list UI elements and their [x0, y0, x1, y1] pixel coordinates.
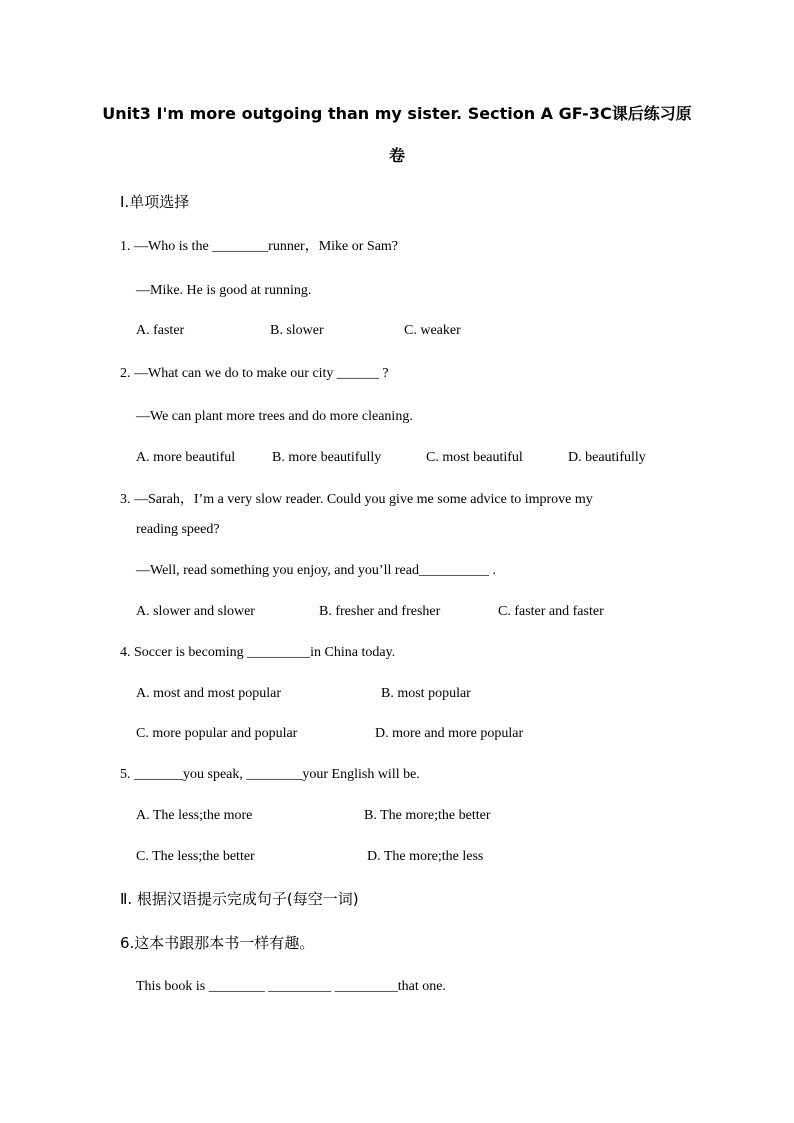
section-1-heading: Ⅰ.单项选择: [120, 193, 190, 211]
question-1-stem: 1. —Who is the ________runner，Mike or Sam?: [120, 239, 399, 254]
question-2-stem: 2. —What can we do to make our city ______ ?: [120, 366, 389, 381]
question-5-option-c: C. The less;the better: [136, 849, 255, 864]
question-3-stem-continued: reading speed?: [136, 522, 220, 537]
question-5-stem: 5. _______you speak, ________your English will be.: [120, 767, 420, 782]
question-5-option-a: A. The less;the more: [136, 808, 253, 823]
question-1-dialogue: —Mike. He is good at running.: [136, 283, 312, 298]
document-title: Unit3 I'm more outgoing than my sister. Section A GF-3C课后练习原: [102, 104, 692, 123]
question-3-dialogue: —Well, read something you enjoy, and you’ll read__________ .: [136, 563, 496, 578]
question-6-prompt: 6.这本书跟那本书一样有趣。: [120, 934, 315, 952]
question-4-stem: 4. Soccer is becoming _________in China today.: [120, 645, 396, 660]
question-3-option-a: A. slower and slower: [136, 604, 255, 619]
question-3-option-b: B. fresher and fresher: [319, 604, 441, 619]
question-4-option-a: A. most and most popular: [136, 686, 282, 701]
section-2-heading: Ⅱ. 根据汉语提示完成句子(每空一词): [120, 890, 359, 908]
question-2-option-b: B. more beautifully: [272, 450, 382, 465]
question-6-sentence: This book is ________ _________ _________that one.: [136, 979, 446, 994]
question-5-option-b: B. The more;the better: [364, 808, 491, 823]
document-title-continued: 卷: [388, 146, 405, 165]
question-3-stem: 3. —Sarah，I’m a very slow reader. Could you give me some advice to improve my: [120, 492, 593, 507]
question-4-option-b: B. most popular: [381, 686, 471, 701]
question-1-option-c: C. weaker: [404, 323, 461, 338]
question-3-option-c: C. faster and faster: [498, 604, 604, 619]
question-4-option-d: D. more and more popular: [375, 726, 524, 741]
question-2-option-a: A. more beautiful: [136, 450, 236, 465]
question-4-option-c: C. more popular and popular: [136, 726, 298, 741]
question-1-option-b: B. slower: [270, 323, 324, 338]
question-2-option-c: C. most beautiful: [426, 450, 523, 465]
question-5-option-d: D. The more;the less: [367, 849, 484, 864]
question-2-dialogue: —We can plant more trees and do more cleaning.: [136, 409, 413, 424]
question-1-option-a: A. faster: [136, 323, 185, 338]
question-2-option-d: D. beautifully: [568, 450, 646, 465]
